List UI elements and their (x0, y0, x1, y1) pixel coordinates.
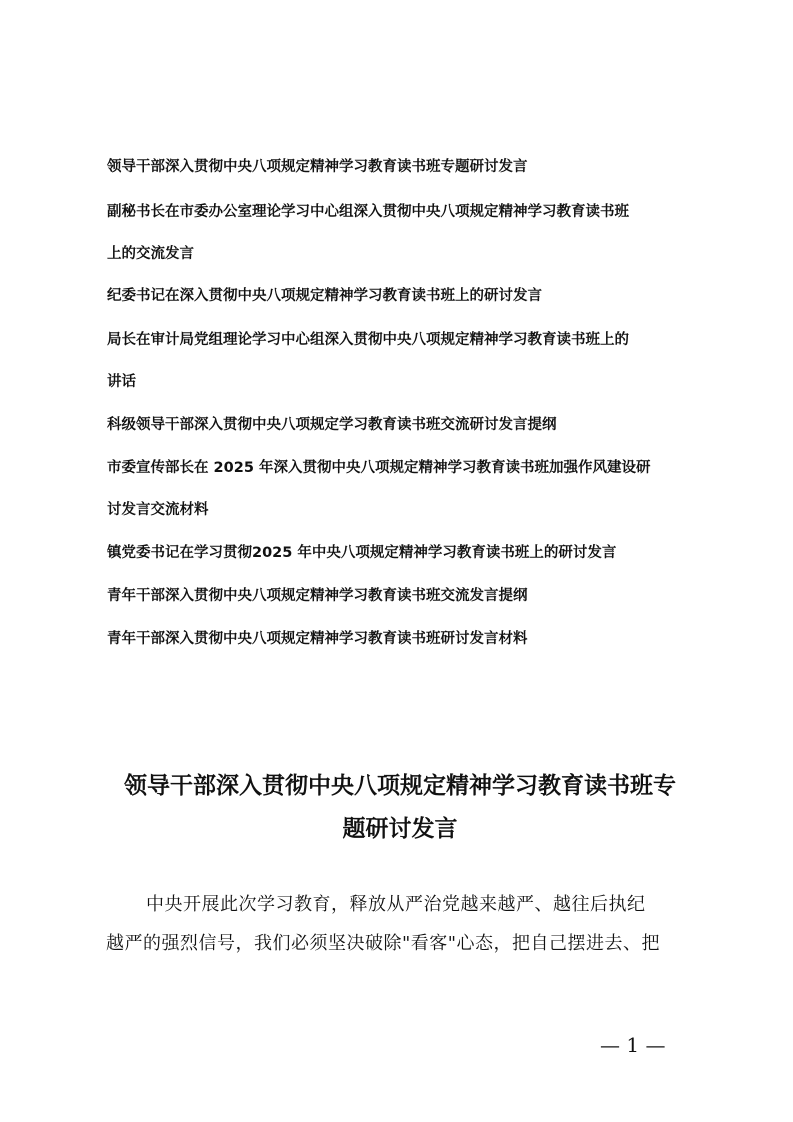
page-number: — 1 — (600, 1033, 666, 1057)
toc-entry[interactable]: 青年干部深入贯彻中央八项规定精神学习教育读书班研讨发言材料 (107, 631, 528, 647)
article-title-line-1: 领导干部深入贯彻中央八项规定精神学习教育读书班专 (124, 773, 676, 799)
toc-entry[interactable]: 局长在审计局党组理论学习中心组深入贯彻中央八项规定精神学习教育读书班上的 (107, 332, 629, 348)
toc-entry[interactable]: 青年干部深入贯彻中央八项规定精神学习教育读书班交流发言提纲 (107, 588, 528, 604)
toc-entry-continuation[interactable]: 讨发言交流材料 (107, 502, 209, 518)
paragraph-line-2: 越严的强烈信号，我们必须坚决破除"看客"心态，把自己摆进去、把 (106, 933, 661, 954)
toc-entry[interactable]: 市委宣传部长在 2025 年深入贯彻中央八项规定精神学习教育读书班加强作风建设研 (107, 460, 651, 476)
toc-entry-continuation[interactable]: 上的交流发言 (107, 246, 194, 262)
toc-entry[interactable]: 镇党委书记在学习贯彻2025 年中央八项规定精神学习教育读书班上的研讨发言 (107, 545, 617, 561)
toc-entry-continuation[interactable]: 讲话 (107, 374, 136, 390)
toc-entry[interactable]: 科级领导干部深入贯彻中央八项规定学习教育读书班交流研讨发言提纲 (107, 417, 557, 433)
toc-entry[interactable]: 副秘书长在市委办公室理论学习中心组深入贯彻中央八项规定精神学习教育读书班 (107, 204, 629, 220)
paragraph-line-1: 中央开展此次学习教育，释放从严治党越来越严、越往后执纪 (146, 894, 646, 915)
toc-entry[interactable]: 纪委书记在深入贯彻中央八项规定精神学习教育读书班上的研讨发言 (107, 288, 542, 304)
article-title-line-2: 题研讨发言 (342, 816, 458, 842)
toc-entry[interactable]: 领导干部深入贯彻中央八项规定精神学习教育读书班专题研讨发言 (107, 159, 528, 175)
